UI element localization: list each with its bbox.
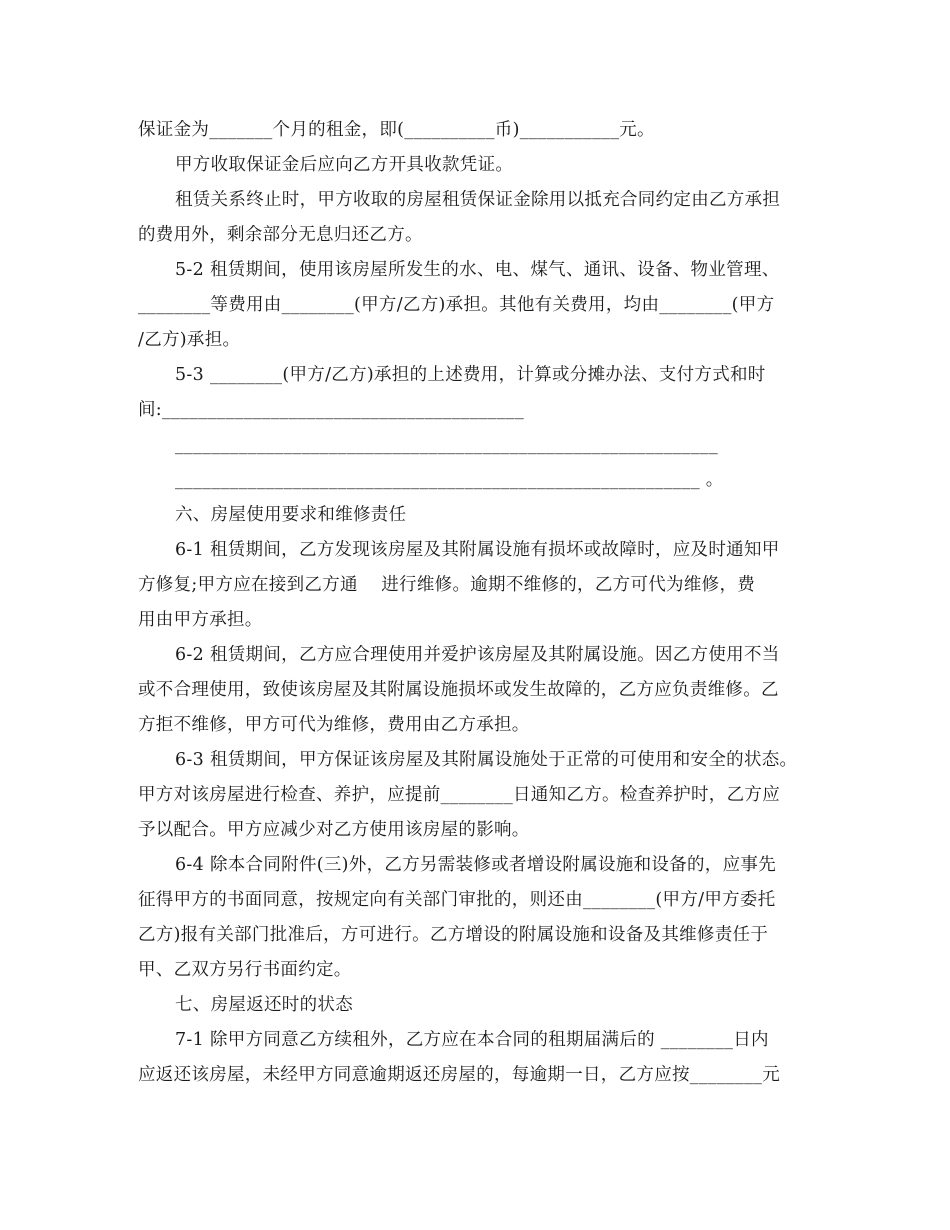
text-line: 的费用外，剩余部分无息归还乙方。: [138, 225, 423, 245]
text-line: 5-2 租赁期间，使用该房屋所发生的水、电、煤气、通讯、设备、物业管理、: [175, 260, 780, 280]
text-line: 乙方)报有关部门批准后，方可进行。乙方增设的附属设施和设备及其维修责任于: [138, 925, 769, 945]
text-line: 6-1 租赁期间，乙方发现该房屋及其附属设施有损坏或故障时，应及时通知甲: [175, 540, 780, 560]
text-line: 或不合理使用，致使该房屋及其附属设施损坏或发生故障的，乙方应负责维修。乙: [138, 680, 779, 700]
text-line: 用由甲方承担。: [138, 610, 263, 630]
text-line: 应返还该房屋，未经甲方同意逾期返还房屋的，每逾期一日，乙方应按________元: [138, 1065, 780, 1085]
text-line: 保证金为_______个月的租金，即(__________币)___________元。: [138, 120, 655, 140]
text-line: 间:________________________________________: [138, 400, 524, 420]
text-line: 甲、乙双方另行书面约定。: [138, 960, 352, 980]
text-line: 租赁关系终止时，甲方收取的房屋租赁保证金除用以抵充合同约定由乙方承担: [175, 190, 781, 210]
text-line: __________________________________________________________ 。: [175, 470, 724, 490]
section-heading: 七、房屋返还时的状态: [175, 995, 353, 1015]
text-line: 6-2 租赁期间，乙方应合理使用并爱护该房屋及其附属设施。因乙方使用不当: [175, 645, 780, 665]
text-line: 7-1 除甲方同意乙方续租外，乙方应在本合同的租期届满后的 ________日内: [175, 1030, 769, 1050]
text-line: 征得甲方的书面同意，按规定向有关部门审批的，则还由________(甲方/甲方委托: [138, 890, 776, 910]
text-line: 6-4 除本合同附件(三)外，乙方另需装修或者增设附属设施和设备的，应事先: [175, 855, 776, 875]
text-line: 甲方收取保证金后应向乙方开具收款凭证。: [175, 155, 514, 175]
text-line: 5-3 ________(甲方/乙方)承担的上述费用，计算或分摊办法、支付方式和时: [175, 365, 766, 385]
text-line: ________等费用由________(甲方/乙方)承担。其他有关费用，均由________(甲方: [138, 295, 775, 315]
text-line: /乙方)承担。: [138, 330, 241, 350]
text-line: 6-3 租赁期间，甲方保证该房屋及其附属设施处于正常的可使用和安全的状态。: [175, 750, 798, 770]
section-heading: 六、房屋使用要求和维修责任: [175, 505, 407, 525]
text-line: 方拒不维修，甲方可代为维修，费用由乙方承担。: [138, 715, 530, 735]
text-line: 方修复;甲方应在接到乙方通 进行维修。逾期不维修的，乙方可代为维修，费: [138, 575, 756, 595]
text-line: 甲方对该房屋进行检查、养护，应提前________日通知乙方。检查养护时，乙方应: [138, 785, 780, 805]
text-line: ____________________________________________________________: [175, 435, 718, 455]
text-line: 予以配合。甲方应减少对乙方使用该房屋的影响。: [138, 820, 530, 840]
